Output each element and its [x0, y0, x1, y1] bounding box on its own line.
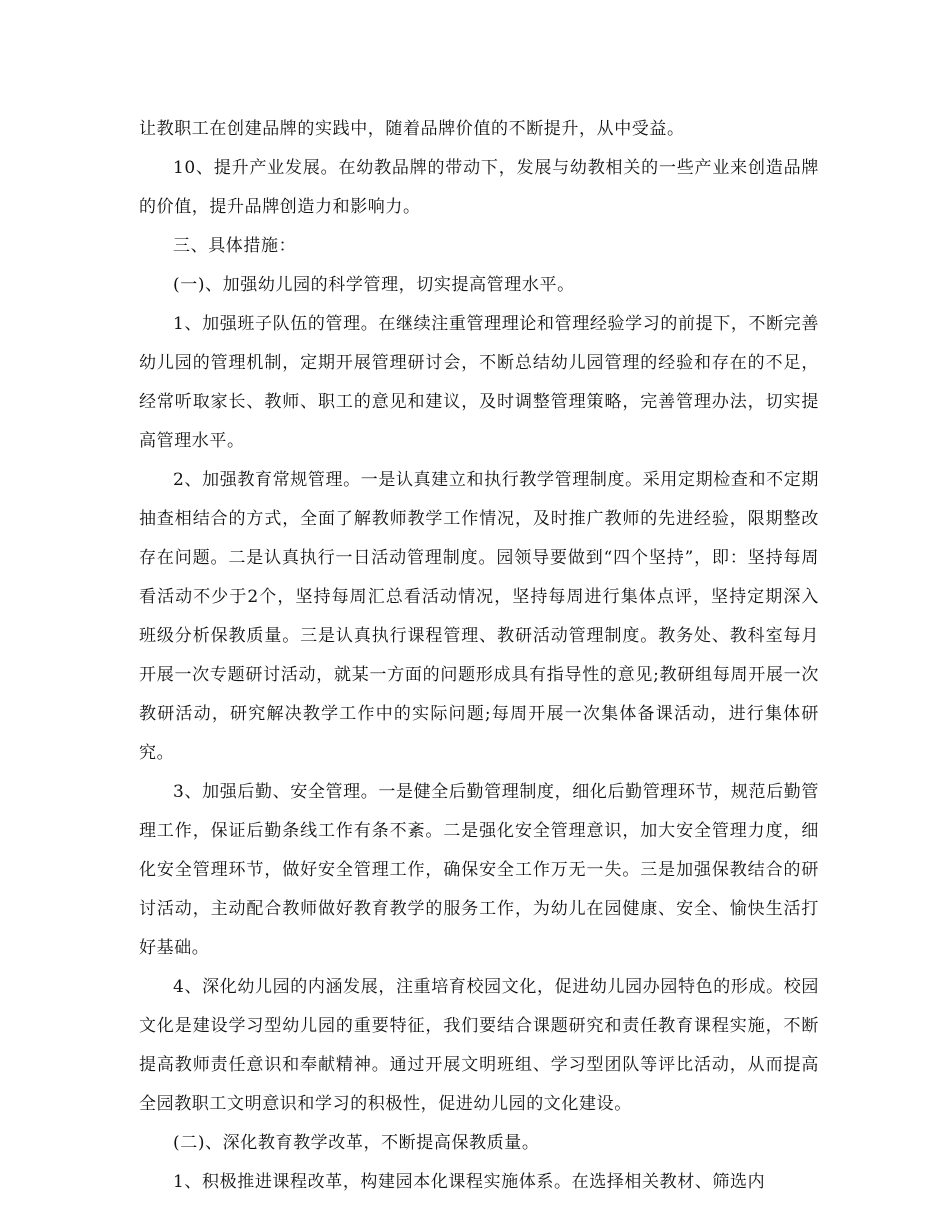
- paragraph-2: 10、提升产业发展。在幼教品牌的带动下，发展与幼教相关的一些产业来创造品牌的价值，提升品牌创造力和影响力。: [139, 158, 819, 217]
- paragraph-logistics-safety: 3、加强后勤、安全管理。一是健全后勤管理制度，细化后勤管理环节，规范后勤管理工作，保证后勤条线工作有条不紊。二是强化安全管理意识，加大安全管理力度，细化安全管理环节，做好安全管理工作，确保安全工作万无一失。三是加强保教结合的研讨活动，主动配合教师做好教育教学的服务工作，为幼儿在园健康、安全、愉快生活打好基础。: [139, 782, 819, 958]
- subsection-heading-2: (二)、深化教育教学改革，不断提高保教质量。: [173, 1133, 540, 1153]
- paragraph-leadership: 1、加强班子队伍的管理。在继续注重管理理论和管理经验学习的前提下，不断完善幼儿园的管理机制，定期开展管理研讨会，不断总结幼儿园管理的经验和存在的不足，经常听取家长、教师、职工的意见和建议，及时调整管理策略，完善管理办法，切实提高管理水平。: [139, 314, 819, 451]
- paragraph-culture: 4、深化幼儿园的内涵发展，注重培育校园文化，促进幼儿园办园特色的形成。校园文化是建设学习型幼儿园的重要特征，我们要结合课题研究和责任教育课程实施，不断提高教师责任意识和奉献精神。通过开展文明班组、学习型团队等评比活动，从而提高全园教职工文明意识和学习的积极性，促进幼儿园的文化建设。: [139, 977, 819, 1114]
- subsection-heading-1: (一)、加强幼儿园的科学管理，切实提高管理水平。: [173, 275, 575, 295]
- paragraph-curriculum-reform: 1、积极推进课程改革，构建园本化课程实施体系。在选择相关教材、筛选内: [173, 1172, 766, 1192]
- section-heading-measures: 三、具体措施：: [173, 236, 297, 256]
- paragraph-routine-management: 2、加强教育常规管理。一是认真建立和执行教学管理制度。采用定期检查和不定期抽查相结合的方式，全面了解教师教学工作情况，及时推广教师的先进经验，限期整改存在问题。二是认真执行一日活动管理制度。园领导要做到“四个坚持”，即：坚持每周看活动不少于2个，坚持每周汇总看活动情况，坚持每周进行集体点评，坚持定期深入班级分析保教质量。三是认真执行课程管理、教研活动管理制度。教务处、教科室每月开展一次专题研讨活动，就某一方面的问题形成具有指导性的意见;教研组每周开展一次教研活动，研究解决教学工作中的实际问题;每周开展一次集体备课活动，进行集体研究。: [139, 470, 819, 763]
- paragraph-1: 让教职工在创建品牌的实践中，随着品牌价值的不断提升，从中受益。: [139, 119, 685, 139]
- document-body: [139, 110, 819, 1202]
